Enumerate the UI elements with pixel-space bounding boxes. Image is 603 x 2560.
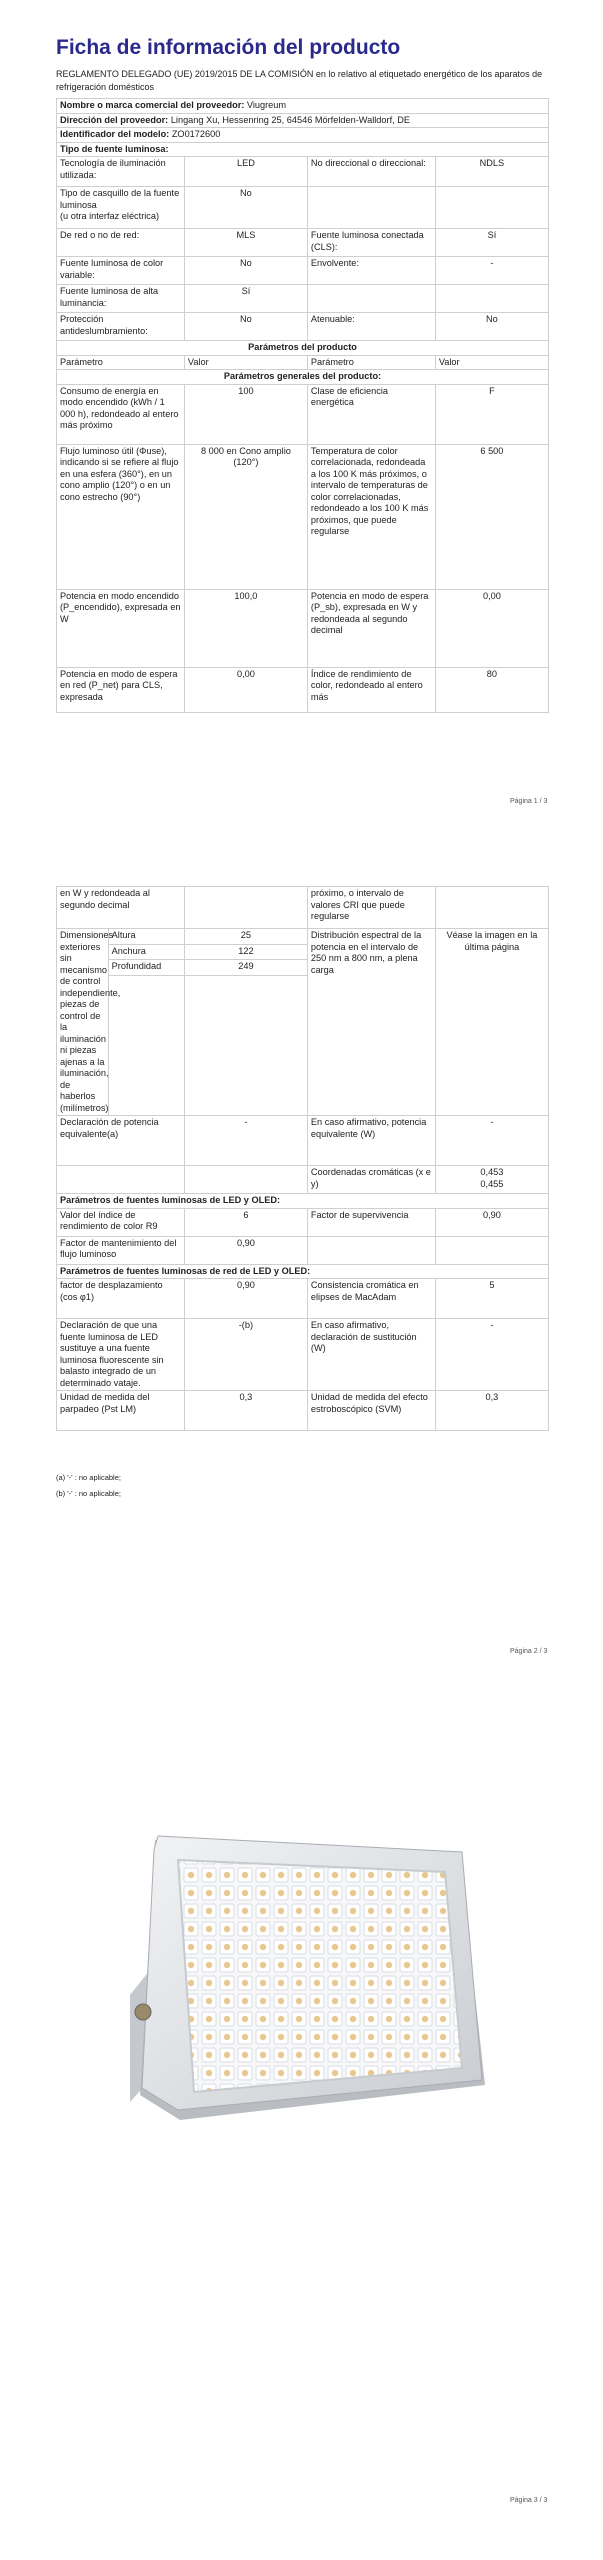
cell: 80 [435,667,548,712]
cell: - [435,1116,548,1166]
cell: 0,90 [184,1236,307,1264]
regulation-text: REGLAMENTO DELEGADO (UE) 2019/2015 DE LA COMISIÓN en lo relativo al etiquetado energético de los aparatos de refrigeración domésticos [56,69,543,92]
cell: Altura [108,929,184,945]
cell: No [184,257,307,285]
cell: Tipo de casquillo de la fuente luminosa (u otra interfaz eléctrica) [57,187,185,229]
product-table-continued [56,886,549,1431]
cell: Atenuable: [307,313,435,341]
cell: -(b) [184,1319,307,1391]
cell: Unidad de medida del efecto estroboscópico (SVM) [307,1391,435,1431]
cell: Potencia en modo de espera en red (P_net) para CLS, expresada [57,667,185,712]
cell: Unidad de medida del parpadeo (Pst LM) [57,1391,185,1431]
cell: Temperatura de color correlacionada, redondeada a los 100 K más próximos, o intervalo de temperaturas de color correlacionadas, redondeado a los 100 K más próximos, que puede regularse [307,444,435,589]
cell: Protección antideslumbramiento: [57,313,185,341]
footnote-a: (a) '-' : no aplicable; [56,1473,121,1482]
led-title: Parámetros de fuentes luminosas de LED y OLED: [57,1194,549,1209]
cell: Fuente luminosa de color variable: [57,257,185,285]
cell: 0,90 [435,1208,548,1236]
cell: en W y redondeada al segundo decimal [57,887,185,929]
cell: MLS [184,229,307,257]
cell: Coordenadas cromáticas (x e y) [307,1166,435,1194]
cell: 0,90 [184,1279,307,1319]
page-1 [0,0,603,820]
page-number: Página 3 / 3 [510,2497,548,2504]
cell: factor de desplazamiento (cos φ1) [57,1279,185,1319]
cell: Profundidad [108,960,184,976]
column-header: Valor [184,355,307,370]
cell [435,187,548,229]
cell: 5 [435,1279,548,1319]
cell: - [435,257,548,285]
floodlight-image [110,1830,500,2130]
cell: 0,453 0,455 [435,1166,548,1194]
page-title: Ficha de información del producto [56,36,401,59]
cell: - [184,1116,307,1166]
cell: Declaración de potencia equivalente(a) [57,1116,185,1166]
cell: próximo, o intervalo de valores CRI que puede regularse [307,887,435,929]
cell [307,285,435,313]
cell: Flujo luminoso útil (Φuse), indicando si se refiere al flujo en una esfera (360°), en un cono amplio (120°) o en un cono estrecho (90°) [57,444,185,589]
cell: En caso afirmativo, declaración de sustitución (W) [307,1319,435,1391]
cell: No direccional o direccional: [307,157,435,187]
cell [57,1166,185,1194]
cell: No [184,313,307,341]
cell: Sí [435,229,548,257]
cell: 6 [184,1208,307,1236]
cell: Fuente luminosa de alta luminancia: [57,285,185,313]
cell: Distribución espectral de la potencia en el intervalo de 250 nm a 800 nm, a plena carga [307,929,435,1116]
cell: 0,3 [435,1391,548,1431]
params-title: Parámetros del producto [57,341,549,356]
column-header: Parámetro [57,355,185,370]
cell [184,1166,307,1194]
cell: 249 [184,960,307,976]
cell: Consistencia cromática en elipses de MacAdam [307,1279,435,1319]
cell: Potencia en modo de espera (P_sb), expresada en W y redondeada al segundo decimal [307,589,435,667]
cell: Factor de supervivencia [307,1208,435,1236]
cell: Sí [184,285,307,313]
cell: Potencia en modo encendido (P_encendido), expresada en W [57,589,185,667]
model-row: Identificador del modelo: ZO0172600 [57,128,549,143]
cell: Envolvente: [307,257,435,285]
cell [435,285,548,313]
red-title: Parámetros de fuentes luminosas de red de LED y OLED: [57,1264,549,1279]
dims-label: Dimensiones exteriores sin mecanismo de control independiente, piezas de control de la iluminación ni piezas ajenas a la iluminación, de haberlos (milímetros) [57,929,109,1116]
supplier-row: Nombre o marca comercial del proveedor: Viugreum [57,99,549,114]
cell: Declaración de que una fuente luminosa de LED sustituye a una fuente luminosa fluorescente sin balasto integrado de un determinado vataje. [57,1319,185,1391]
cell: Fuente luminosa conectada (CLS): [307,229,435,257]
column-header: Valor [435,355,548,370]
light-type-row: Tipo de fuente luminosa: [57,142,549,157]
cell [307,187,435,229]
cell: NDLS [435,157,548,187]
cell: Anchura [108,944,184,960]
cell: 0,00 [435,589,548,667]
cell: Tecnología de iluminación utilizada: [57,157,185,187]
cell: 100 [184,384,307,444]
address-row: Dirección del proveedor: Lingang Xu, Hessenring 25, 64546 Mörfelden-Walldorf, DE [57,113,549,128]
cell: 25 [184,929,307,945]
cell: Índice de rendimiento de color, redondeado al entero más [307,667,435,712]
footnote-b: (b) '-' : no aplicable; [56,1489,121,1498]
cell: F [435,384,548,444]
cell: No [184,187,307,229]
cell: 0,00 [184,667,307,712]
general-title: Parámetros generales del producto: [57,370,549,385]
page-number: Página 2 / 3 [510,1648,548,1655]
page-number: Página 1 / 3 [510,798,548,805]
cell: Valor del índice de rendimiento de color R9 [57,1208,185,1236]
cell: 6 500 [435,444,548,589]
cell: 100,0 [184,589,307,667]
cell: Véase la imagen en la última página [435,929,548,1116]
cell: Clase de eficiencia energética [307,384,435,444]
product-table [56,98,549,713]
cell: - [435,1319,548,1391]
column-header: Parámetro [307,355,435,370]
cell: De red o no de red: [57,229,185,257]
cell: En caso afirmativo, potencia equivalente (W) [307,1116,435,1166]
cell [307,1236,435,1264]
cell [435,1236,548,1264]
cell: Consumo de energía en modo encendido (kWh / 1 000 h), redondeado al entero más próximo [57,384,185,444]
cell: 8 000 en Cono amplio (120°) [184,444,307,589]
cell: 0,3 [184,1391,307,1431]
cell: LED [184,157,307,187]
cell: No [435,313,548,341]
cell: Factor de mantenimiento del flujo luminoso [57,1236,185,1264]
cell: 122 [184,944,307,960]
